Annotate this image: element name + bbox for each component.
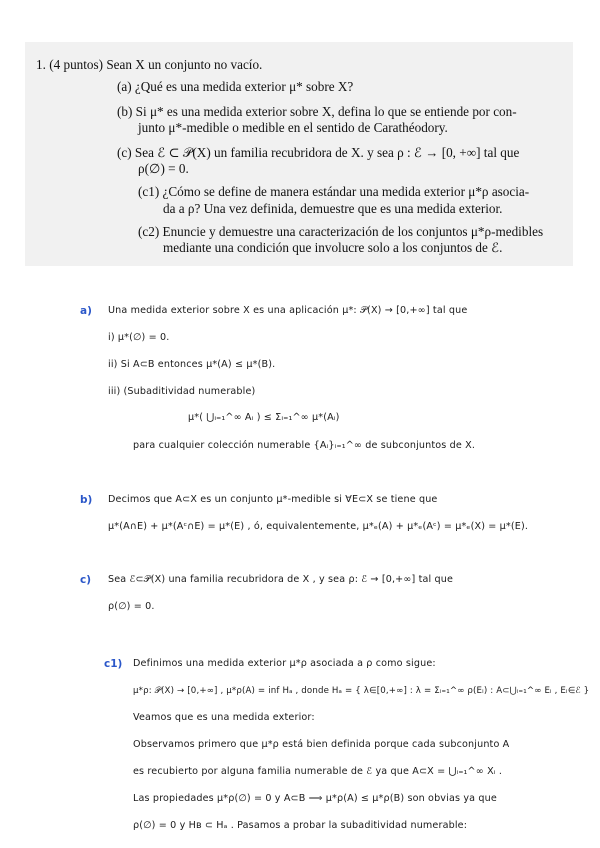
answer-a-property-iii: iii) (Subaditividad numerable) xyxy=(108,386,256,397)
answer-label-c1: c1) xyxy=(104,658,123,670)
answer-b-line2: μ*(A∩E) + μ*(Aᶜ∩E) = μ*(E) , ó, equivalentemente, μ*ₑ(A) + μ*ₑ(Aᶜ) = μ*ₑ(X) = μ*(E). xyxy=(108,521,529,532)
question-part-a: (a) ¿Qué es una medida exterior μ* sobre X? xyxy=(117,79,354,94)
answer-a-subadditivity-formula: μ*( ⋃ᵢ₌₁^∞ Aᵢ ) ≤ Σᵢ₌₁^∞ μ*(Aᵢ) xyxy=(188,412,340,423)
question-part-b-line1: (b) Si μ* es una medida exterior sobre X, defina lo que se entiende por con- xyxy=(117,104,517,119)
answer-c1-line4: Observamos primero que μ*ρ está bien definida porque cada subconjunto A xyxy=(133,739,510,750)
answer-c1-line2: μ*ρ: 𝒫(X) → [0,+∞] , μ*ρ(A) = inf Hₐ , donde Hₐ = { λ∈[0,+∞] : λ = Σᵢ₌₁^∞ ρ(Eᵢ) : A⊂⋃ᵢ₌₁^∞ Eᵢ , Eᵢ∈ℰ } xyxy=(133,686,590,696)
answer-label-b: b) xyxy=(80,494,93,506)
question-part-b-line2: junto μ*-medible o medible en el sentido de Carathéodory. xyxy=(138,120,448,135)
answer-c-line2: ρ(∅) = 0. xyxy=(108,601,155,612)
question-title: 1. (4 puntos) Sean X un conjunto no vacío. xyxy=(36,57,263,72)
answer-c1-line5: es recubierto por alguna familia numerable de ℰ ya que A⊂X = ⋃ᵢ₌₁^∞ Xᵢ . xyxy=(133,766,503,777)
question-part-c-line1: (c) Sea ℰ ⊂ 𝒫(X) un familia recubridora de X. y sea ρ : ℰ → [0, +∞] tal que xyxy=(117,145,520,160)
answer-label-a: a) xyxy=(80,305,92,317)
answer-c1-line6: Las propiedades μ*ρ(∅) = 0 y A⊂B ⟹ μ*ρ(A) ≤ μ*ρ(B) son obvias ya que xyxy=(133,793,497,804)
answer-c-line1: Sea ℰ⊂𝒫(X) una familia recubridora de X , y sea ρ: ℰ → [0,+∞] tal que xyxy=(108,574,454,585)
question-part-c2-line2: mediante una condición que involucre solo a los conjuntos de ℰ. xyxy=(163,240,503,255)
answer-b-line1: Decimos que A⊂X es un conjunto μ*-medible si ∀E⊂X se tiene que xyxy=(108,494,438,505)
answer-c1-line7: ρ(∅) = 0 y Hʙ ⊂ Hₐ . Pasamos a probar la subaditividad numerable: xyxy=(133,820,468,831)
answer-a-property-i: i) μ*(∅) = 0. xyxy=(108,332,170,343)
answer-c1-line1: Definimos una medida exterior μ*ρ asociada a ρ como sigue: xyxy=(133,658,436,669)
answer-a-property-ii: ii) Si A⊂B entonces μ*(A) ≤ μ*(B). xyxy=(108,359,276,370)
answer-label-c: c) xyxy=(80,574,92,586)
answer-a-collection-note: para cualquier colección numerable {Aᵢ}ᵢ₌₁^∞ de subconjuntos de X. xyxy=(133,440,476,451)
question-part-c1-line1: (c1) ¿Cómo se define de manera estándar una medida exterior μ*ρ asocia- xyxy=(138,184,530,199)
question-part-c2-line1: (c2) Enuncie y demuestre una caracterización de los conjuntos μ*ρ-medibles xyxy=(138,224,544,239)
question-part-c-line2: ρ(∅) = 0. xyxy=(138,161,189,176)
answer-c1-line3: Veamos que es una medida exterior: xyxy=(133,712,315,723)
question-part-c1-line2: da a ρ? Una vez definida, demuestre que es una medida exterior. xyxy=(163,201,503,216)
answer-a-definition: Una medida exterior sobre X es una aplicación μ*: 𝒫(X) → [0,+∞] tal que xyxy=(108,305,468,316)
